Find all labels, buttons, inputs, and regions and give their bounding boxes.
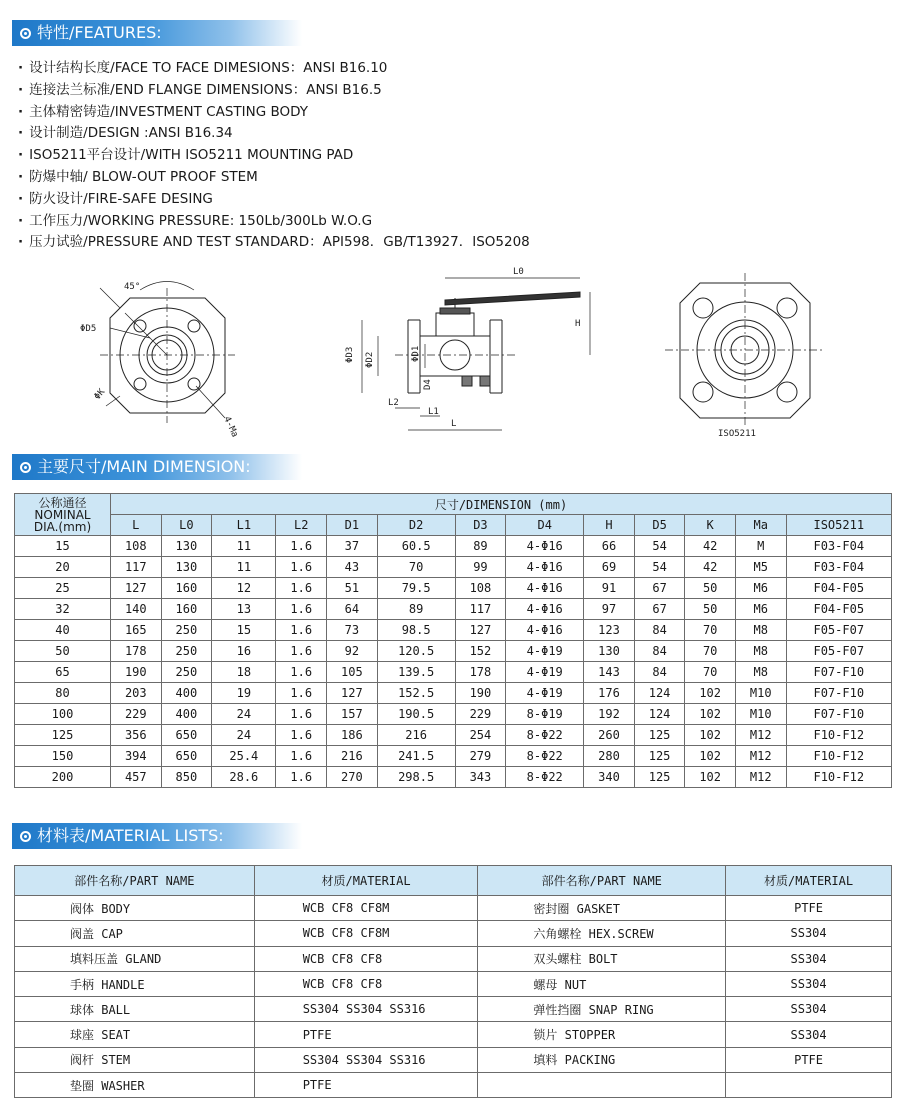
- label-iso: ISO5211: [718, 429, 756, 439]
- table-cell: 填料 PACKING: [478, 1047, 726, 1072]
- table-cell: F10-F12: [786, 767, 891, 788]
- table-cell: 1.6: [276, 746, 327, 767]
- table-cell: 117: [111, 557, 162, 578]
- table-row: [15, 557, 892, 578]
- table-cell: SS304 SS304 SS316: [254, 1047, 478, 1072]
- table-cell: 102: [685, 683, 736, 704]
- table-cell: 65: [15, 662, 111, 683]
- feature-item: · 连接法兰标准/END FLANGE DIMENSIONS：ANSI B16.5: [18, 80, 878, 102]
- table-cell: 79.5: [377, 578, 455, 599]
- table-cell: 102: [685, 767, 736, 788]
- table-cell: M: [735, 536, 786, 557]
- table-cell: 84: [634, 620, 685, 641]
- table-cell: 43: [327, 557, 378, 578]
- table-cell: M6: [735, 599, 786, 620]
- features-title: 特性/FEATURES:: [37, 23, 162, 42]
- table-cell: 手柄 HANDLE: [15, 971, 255, 996]
- table-cell: 填料压盖 GLAND: [15, 946, 255, 971]
- table-cell: 250: [161, 620, 212, 641]
- iso5211-pad-view: [665, 273, 825, 428]
- table-cell: 20: [15, 557, 111, 578]
- table-cell: 152: [455, 641, 506, 662]
- table-cell: SS304: [726, 1022, 892, 1047]
- dimension-column-header: D5: [634, 515, 685, 536]
- table-cell: [478, 1073, 726, 1098]
- table-cell: 双头螺柱 BOLT: [478, 946, 726, 971]
- table-cell: 165: [111, 620, 162, 641]
- feature-item: · 主体精密铸造/INVESTMENT CASTING BODY: [18, 102, 878, 124]
- table-cell: WCB CF8 CF8: [254, 946, 478, 971]
- table-cell: 1.6: [276, 767, 327, 788]
- table-row: [15, 767, 892, 788]
- table-cell: 阀杆 STEM: [15, 1047, 255, 1072]
- material-column-header: 部件名称/PART NAME: [15, 866, 255, 896]
- table-row: [15, 725, 892, 746]
- table-row: [15, 620, 892, 641]
- table-cell: 89: [455, 536, 506, 557]
- table-cell: 650: [161, 746, 212, 767]
- table-cell: 24: [212, 725, 276, 746]
- table-cell: 108: [111, 536, 162, 557]
- dimension-column-header: D1: [327, 515, 378, 536]
- table-cell: 弹性挡圈 SNAP RING: [478, 997, 726, 1022]
- table-cell: 42: [685, 557, 736, 578]
- table-cell: 64: [327, 599, 378, 620]
- table-cell: 102: [685, 704, 736, 725]
- table-cell: 125: [15, 725, 111, 746]
- label-d1: ΦD1: [411, 345, 421, 362]
- label-l1: L1: [428, 407, 439, 417]
- table-cell: 105: [327, 662, 378, 683]
- table-cell: 250: [161, 662, 212, 683]
- table-cell: 4-Φ16: [506, 536, 584, 557]
- table-cell: 130: [161, 557, 212, 578]
- table-cell: 178: [111, 641, 162, 662]
- label-d3: ΦD3: [345, 346, 355, 363]
- dimension-column-header: L2: [276, 515, 327, 536]
- table-cell: 139.5: [377, 662, 455, 683]
- table-cell: 203: [111, 683, 162, 704]
- table-cell: 160: [161, 578, 212, 599]
- table-cell: 4-Φ19: [506, 662, 584, 683]
- table-cell: 67: [634, 578, 685, 599]
- table-cell: 4-Φ16: [506, 620, 584, 641]
- table-cell: 37: [327, 536, 378, 557]
- table-cell: F10-F12: [786, 725, 891, 746]
- table-row: [15, 536, 892, 557]
- table-cell: 11: [212, 536, 276, 557]
- table-cell: 42: [685, 536, 736, 557]
- table-cell: 108: [455, 578, 506, 599]
- table-cell: 102: [685, 725, 736, 746]
- material-title: 材料表/MATERIAL LISTS:: [37, 826, 224, 845]
- table-cell: M5: [735, 557, 786, 578]
- table-cell: 92: [327, 641, 378, 662]
- table-cell: 125: [634, 746, 685, 767]
- table-cell: 15: [15, 536, 111, 557]
- label-k: ΦK: [92, 387, 108, 402]
- table-cell: 99: [455, 557, 506, 578]
- material-column-header: 材质/MATERIAL: [254, 866, 478, 896]
- label-l: L: [451, 419, 457, 429]
- table-row: [15, 1022, 892, 1047]
- table-cell: 60.5: [377, 536, 455, 557]
- table-row: [15, 641, 892, 662]
- table-cell: 球体 BALL: [15, 997, 255, 1022]
- table-cell: 457: [111, 767, 162, 788]
- table-row: [15, 662, 892, 683]
- table-cell: 190.5: [377, 704, 455, 725]
- table-cell: SS304 SS304 SS316: [254, 997, 478, 1022]
- table-cell: 15: [212, 620, 276, 641]
- dimension-column-header: D4: [506, 515, 584, 536]
- table-cell: 1.6: [276, 620, 327, 641]
- table-cell: 102: [685, 746, 736, 767]
- table-cell: 280: [584, 746, 635, 767]
- label-h: H: [575, 319, 581, 329]
- table-cell: 160: [161, 599, 212, 620]
- table-cell: 40: [15, 620, 111, 641]
- table-cell: 8-Φ19: [506, 704, 584, 725]
- table-cell: 190: [455, 683, 506, 704]
- table-cell: 298.5: [377, 767, 455, 788]
- label-l0: L0: [513, 267, 524, 277]
- table-cell: 4-Φ19: [506, 683, 584, 704]
- table-row: [15, 683, 892, 704]
- table-cell: 123: [584, 620, 635, 641]
- table-cell: PTFE: [726, 1047, 892, 1072]
- table-cell: 8-Φ22: [506, 725, 584, 746]
- table-cell: 8-Φ22: [506, 746, 584, 767]
- nominal-header: 公称通径 NOMINAL DIA.(mm): [15, 494, 111, 536]
- table-cell: 200: [15, 767, 111, 788]
- table-cell: 150: [15, 746, 111, 767]
- table-cell: M8: [735, 641, 786, 662]
- table-cell: M6: [735, 578, 786, 599]
- table-cell: 16: [212, 641, 276, 662]
- dimension-column-header: ISO5211: [786, 515, 891, 536]
- label-l2: L2: [388, 398, 399, 408]
- table-row: [15, 578, 892, 599]
- table-cell: F04-F05: [786, 599, 891, 620]
- table-cell: F04-F05: [786, 578, 891, 599]
- bullet-icon: [20, 28, 31, 39]
- table-row: [15, 1047, 892, 1072]
- table-cell: 125: [634, 725, 685, 746]
- table-cell: 394: [111, 746, 162, 767]
- table-cell: 80: [15, 683, 111, 704]
- table-cell: 4-Φ16: [506, 599, 584, 620]
- table-row: [15, 896, 892, 921]
- table-cell: 32: [15, 599, 111, 620]
- table-cell: SS304: [726, 971, 892, 996]
- table-row: [15, 746, 892, 767]
- table-cell: 117: [455, 599, 506, 620]
- table-cell: 89: [377, 599, 455, 620]
- feature-item: · 防爆中轴/ BLOW-OUT PROOF STEM: [18, 167, 878, 189]
- table-cell: SS304: [726, 997, 892, 1022]
- dimension-column-header: D3: [455, 515, 506, 536]
- table-cell: 67: [634, 599, 685, 620]
- dimension-title: 主要尺寸/MAIN DIMENSION:: [37, 457, 251, 476]
- table-row: [15, 971, 892, 996]
- table-cell: 98.5: [377, 620, 455, 641]
- table-cell: 1.6: [276, 725, 327, 746]
- table-cell: 4-Φ19: [506, 641, 584, 662]
- table-cell: 25: [15, 578, 111, 599]
- table-cell: 260: [584, 725, 635, 746]
- table-cell: 124: [634, 683, 685, 704]
- table-cell: WCB CF8 CF8M: [254, 921, 478, 946]
- material-section-header: [12, 823, 302, 849]
- table-cell: 84: [634, 641, 685, 662]
- table-cell: 70: [685, 662, 736, 683]
- table-cell: 120.5: [377, 641, 455, 662]
- table-cell: M8: [735, 620, 786, 641]
- table-cell: 70: [685, 641, 736, 662]
- table-cell: F07-F10: [786, 662, 891, 683]
- table-cell: 270: [327, 767, 378, 788]
- feature-item: · ISO5211平台设计/WITH ISO5211 MOUNTING PAD: [18, 145, 878, 167]
- table-cell: 50: [15, 641, 111, 662]
- dimension-column-header: K: [685, 515, 736, 536]
- table-cell: 125: [634, 767, 685, 788]
- table-cell: 1.6: [276, 704, 327, 725]
- table-cell: F05-F07: [786, 620, 891, 641]
- table-cell: 73: [327, 620, 378, 641]
- material-column-header: 部件名称/PART NAME: [478, 866, 726, 896]
- table-cell: 54: [634, 557, 685, 578]
- table-cell: 球座 SEAT: [15, 1022, 255, 1047]
- dimension-column-header: H: [584, 515, 635, 536]
- table-cell: 186: [327, 725, 378, 746]
- table-cell: F05-F07: [786, 641, 891, 662]
- table-cell: M12: [735, 767, 786, 788]
- material-column-header: 材质/MATERIAL: [726, 866, 892, 896]
- table-cell: 241.5: [377, 746, 455, 767]
- label-d4: D4: [423, 379, 433, 390]
- table-cell: 1.6: [276, 578, 327, 599]
- table-cell: 216: [377, 725, 455, 746]
- dimension-column-header: L1: [212, 515, 276, 536]
- table-row: [15, 1073, 892, 1098]
- label-ma: 4-Ma: [221, 415, 240, 439]
- feature-item: · 压力试验/PRESSURE AND TEST STANDARD：API598．GB/T13927．ISO5208: [18, 232, 878, 254]
- table-cell: 50: [685, 599, 736, 620]
- table-cell: [726, 1073, 892, 1098]
- table-cell: 69: [584, 557, 635, 578]
- table-cell: 279: [455, 746, 506, 767]
- features-section-header: [12, 20, 302, 46]
- table-cell: SS304: [726, 921, 892, 946]
- table-cell: 螺母 NUT: [478, 971, 726, 996]
- table-cell: 400: [161, 704, 212, 725]
- table-cell: 190: [111, 662, 162, 683]
- table-cell: 400: [161, 683, 212, 704]
- table-cell: F03-F04: [786, 557, 891, 578]
- table-cell: 130: [584, 641, 635, 662]
- label-d2: ΦD2: [365, 351, 375, 368]
- table-cell: 97: [584, 599, 635, 620]
- table-cell: 127: [327, 683, 378, 704]
- table-cell: PTFE: [726, 896, 892, 921]
- table-cell: 66: [584, 536, 635, 557]
- table-cell: 340: [584, 767, 635, 788]
- table-cell: 1.6: [276, 683, 327, 704]
- table-cell: 13: [212, 599, 276, 620]
- bullet-icon: [20, 462, 31, 473]
- table-cell: 18: [212, 662, 276, 683]
- table-cell: 127: [455, 620, 506, 641]
- table-cell: WCB CF8 CF8M: [254, 896, 478, 921]
- table-cell: 127: [111, 578, 162, 599]
- table-cell: 143: [584, 662, 635, 683]
- label-angle: 45°: [124, 282, 141, 292]
- dimension-column-header: L: [111, 515, 162, 536]
- table-cell: 51: [327, 578, 378, 599]
- feature-item: · 设计制造/DESIGN :ANSI B16.34: [18, 123, 878, 145]
- table-cell: 54: [634, 536, 685, 557]
- table-cell: 178: [455, 662, 506, 683]
- table-cell: 192: [584, 704, 635, 725]
- table-cell: 70: [685, 620, 736, 641]
- table-cell: 254: [455, 725, 506, 746]
- table-cell: 91: [584, 578, 635, 599]
- table-cell: F07-F10: [786, 683, 891, 704]
- table-row: [15, 704, 892, 725]
- table-cell: 100: [15, 704, 111, 725]
- table-row: [15, 997, 892, 1022]
- table-cell: M10: [735, 704, 786, 725]
- table-cell: 84: [634, 662, 685, 683]
- table-cell: 176: [584, 683, 635, 704]
- material-table: [14, 865, 892, 1098]
- table-cell: 650: [161, 725, 212, 746]
- table-cell: 1.6: [276, 641, 327, 662]
- bullet-icon: [20, 831, 31, 842]
- table-cell: 1.6: [276, 557, 327, 578]
- table-cell: 157: [327, 704, 378, 725]
- feature-item: · 防火设计/FIRE-SAFE DESING: [18, 189, 878, 211]
- table-cell: 356: [111, 725, 162, 746]
- table-cell: WCB CF8 CF8: [254, 971, 478, 996]
- table-cell: PTFE: [254, 1022, 478, 1047]
- table-cell: 4-Φ16: [506, 578, 584, 599]
- table-cell: 152.5: [377, 683, 455, 704]
- table-cell: M12: [735, 746, 786, 767]
- table-cell: 1.6: [276, 599, 327, 620]
- dimension-column-header: Ma: [735, 515, 786, 536]
- table-cell: 4-Φ16: [506, 557, 584, 578]
- table-cell: 216: [327, 746, 378, 767]
- table-cell: 28.6: [212, 767, 276, 788]
- table-cell: 垫圈 WASHER: [15, 1073, 255, 1098]
- table-cell: 850: [161, 767, 212, 788]
- label-d5: ΦD5: [80, 324, 97, 334]
- table-cell: 锁片 STOPPER: [478, 1022, 726, 1047]
- table-cell: 六角螺栓 HEX.SCREW: [478, 921, 726, 946]
- table-cell: 229: [455, 704, 506, 725]
- dimension-section-header: [12, 454, 302, 480]
- table-row: [15, 921, 892, 946]
- table-cell: 343: [455, 767, 506, 788]
- table-cell: 19: [212, 683, 276, 704]
- table-cell: 1.6: [276, 662, 327, 683]
- table-cell: F10-F12: [786, 746, 891, 767]
- table-cell: 124: [634, 704, 685, 725]
- table-row: [15, 946, 892, 971]
- dimension-table: [14, 493, 892, 788]
- table-row: [15, 599, 892, 620]
- table-cell: 25.4: [212, 746, 276, 767]
- dimension-column-header: L0: [161, 515, 212, 536]
- table-cell: 250: [161, 641, 212, 662]
- table-cell: SS304: [726, 946, 892, 971]
- table-cell: M10: [735, 683, 786, 704]
- table-cell: 阀盖 CAP: [15, 921, 255, 946]
- table-cell: M8: [735, 662, 786, 683]
- table-cell: 229: [111, 704, 162, 725]
- table-cell: 70: [377, 557, 455, 578]
- table-cell: F07-F10: [786, 704, 891, 725]
- table-cell: 12: [212, 578, 276, 599]
- table-cell: 阀体 BODY: [15, 896, 255, 921]
- feature-item: · 设计结构长度/FACE TO FACE DIMESIONS：ANSI B16.10: [18, 58, 878, 80]
- table-cell: 130: [161, 536, 212, 557]
- table-cell: 密封圈 GASKET: [478, 896, 726, 921]
- flange-end-view: [100, 282, 235, 424]
- table-cell: 24: [212, 704, 276, 725]
- table-cell: 8-Φ22: [506, 767, 584, 788]
- table-cell: M12: [735, 725, 786, 746]
- table-cell: 50: [685, 578, 736, 599]
- technical-drawings: [0, 258, 900, 450]
- dimension-group-header: 尺寸/DIMENSION (mm): [111, 494, 892, 515]
- feature-item: · 工作压力/WORKING PRESSURE: 150Lb/300Lb W.O.G: [18, 211, 878, 233]
- table-cell: F03-F04: [786, 536, 891, 557]
- table-cell: 1.6: [276, 536, 327, 557]
- table-cell: 140: [111, 599, 162, 620]
- features-list: [18, 58, 878, 254]
- table-cell: 11: [212, 557, 276, 578]
- dimension-column-header: D2: [377, 515, 455, 536]
- table-cell: PTFE: [254, 1073, 478, 1098]
